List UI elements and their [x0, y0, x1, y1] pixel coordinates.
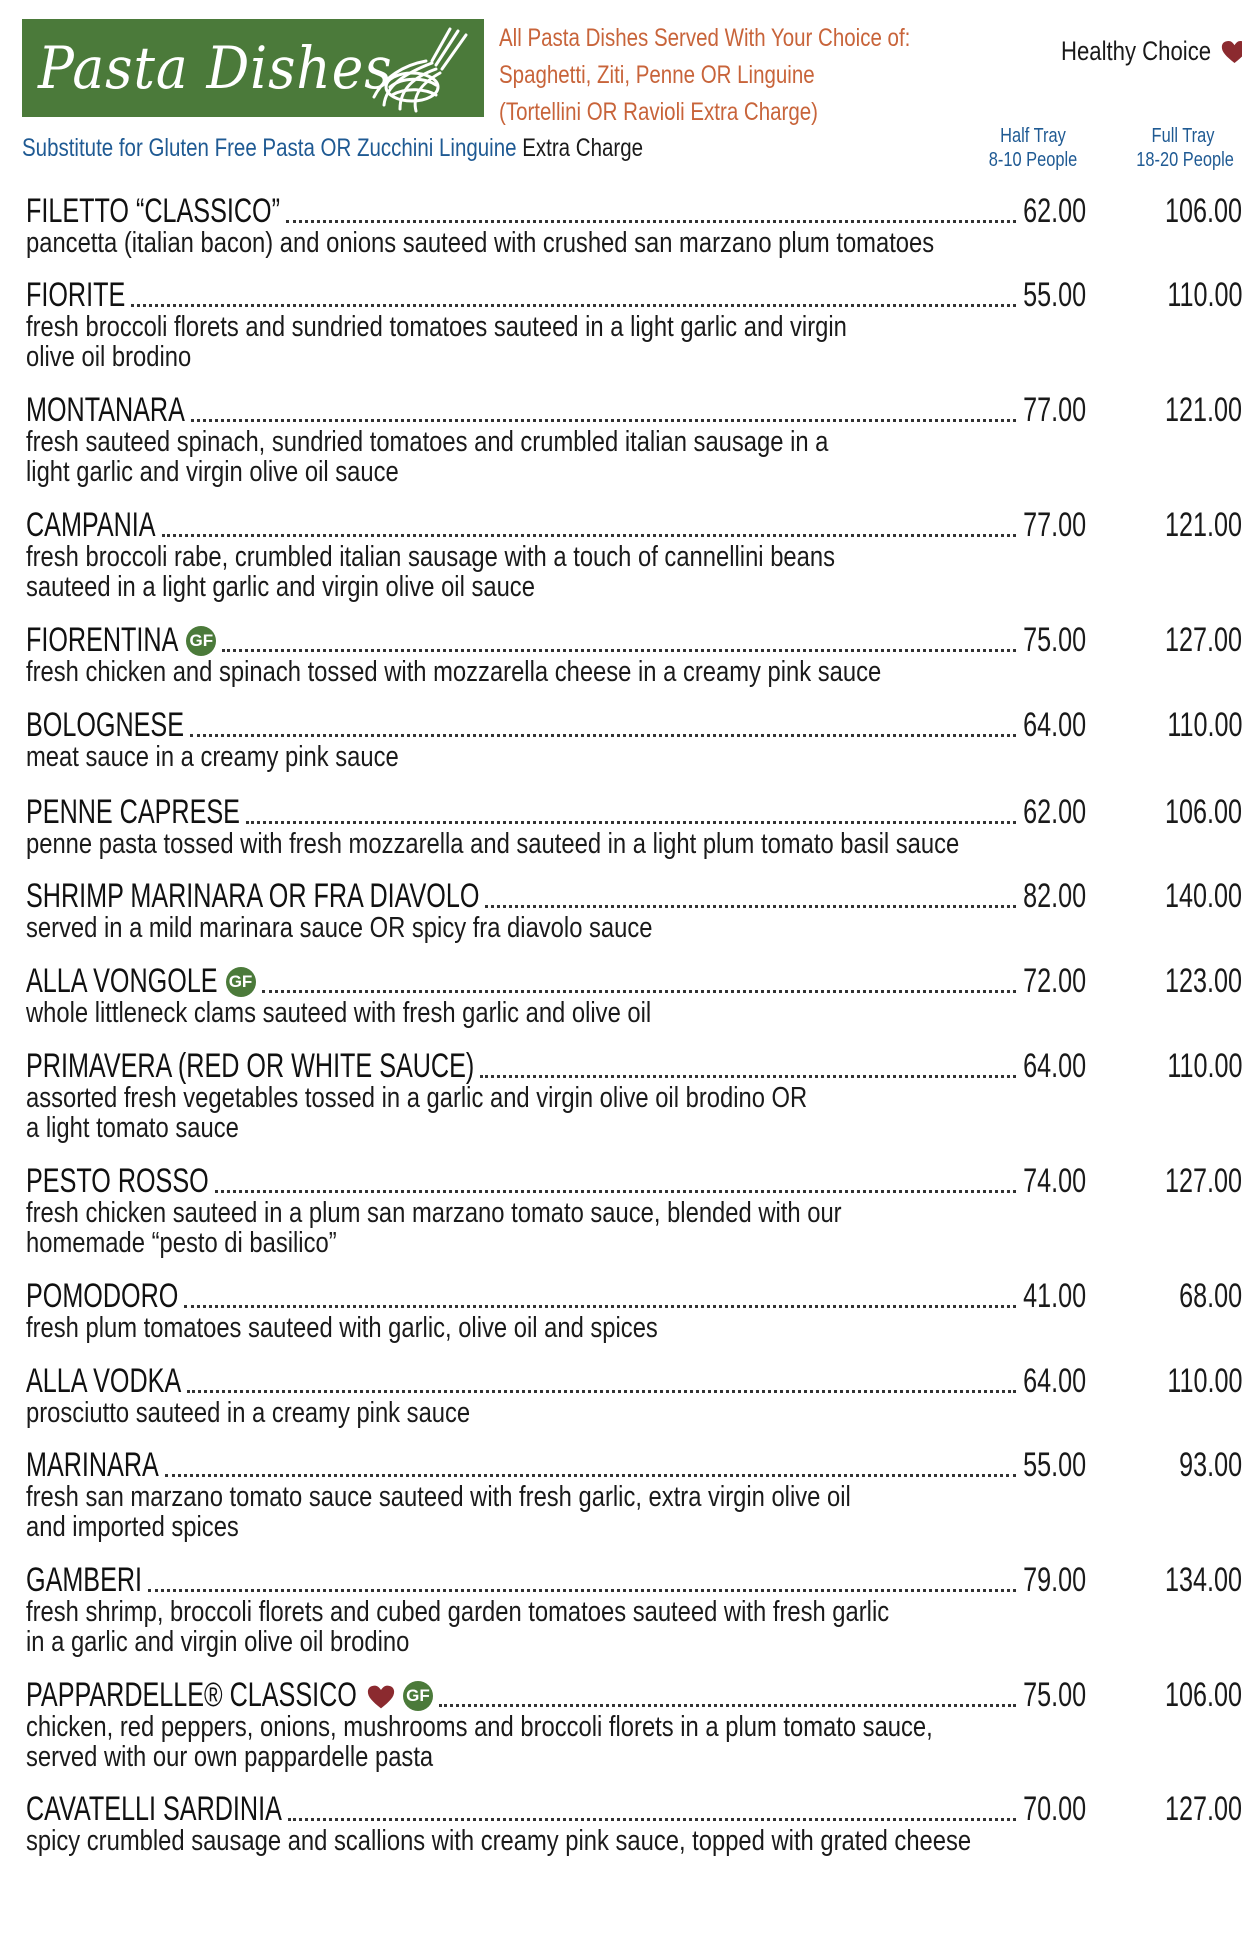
description-line: sauteed in a light garlic and virgin olive oil sauce	[26, 571, 535, 603]
half-tray-price	[986, 192, 1086, 230]
full-tray-price-value: 110.00	[1166, 706, 1242, 744]
menu-item	[26, 1676, 1242, 1773]
description-line: pancetta (italian bacon) and onions sauteed with crushed san marzano plum tomatoes	[26, 227, 935, 259]
description-line: fresh broccoli florets and sundried tomatoes sauteed in a light garlic and virgin	[26, 311, 847, 343]
dish-name: PESTO ROSSO	[26, 1162, 209, 1200]
dot-leader	[262, 986, 1017, 993]
dish-name: CAVATELLI SARDINIA	[26, 1790, 282, 1828]
dot-leader	[148, 1585, 1016, 1592]
half-tray-people: 8-10 People	[988, 149, 1078, 171]
menu-item	[26, 1446, 1242, 1543]
gluten-free-badge: GF	[186, 626, 216, 656]
menu-item-header	[26, 1162, 1242, 1200]
substitute-text: Substitute for Gluten Free Pasta OR Zucchini Linguine	[22, 134, 517, 162]
dish-description	[26, 998, 1076, 1028]
dish-description	[26, 312, 1076, 372]
full-tray-price-value: 106.00	[1165, 793, 1242, 831]
half-tray-price-value: 64.00	[1023, 1362, 1086, 1400]
description-line: fresh shrimp, broccoli florets and cubed garden tomatoes sauteed with fresh garlic	[26, 1596, 890, 1628]
menu-item-header	[26, 391, 1242, 429]
dot-leader	[485, 901, 1016, 908]
half-tray-price-value: 62.00	[1023, 192, 1086, 230]
half-tray-price-value: 55.00	[1023, 1446, 1086, 1484]
full-tray-price-value: 93.00	[1179, 1446, 1242, 1484]
full-tray-price	[1116, 1790, 1242, 1828]
half-tray-price-value: 79.00	[1023, 1561, 1086, 1599]
menu-item	[26, 1790, 1242, 1857]
dot-leader	[187, 1386, 1016, 1393]
dish-name: SHRIMP MARINARA OR FRA DIAVOLO	[26, 877, 480, 915]
choice-line-1: All Pasta Dishes Served With Your Choice of:	[499, 24, 911, 52]
dot-leader	[162, 530, 1016, 537]
description-line: served in a mild marinara sauce OR spicy fra diavolo sauce	[26, 912, 653, 944]
description-line: assorted fresh vegetables tossed in a garlic and virgin olive oil brodino OR	[26, 1082, 808, 1114]
dish-name: MONTANARA	[26, 391, 185, 429]
full-tray-people: 18-20 People	[1136, 149, 1234, 171]
dish-description	[26, 742, 1076, 772]
half-tray-price-value: 77.00	[1023, 506, 1086, 544]
menu-item	[26, 962, 1242, 1029]
description-line: homemade “pesto di basilico”	[26, 1227, 337, 1259]
full-tray-price	[1116, 877, 1242, 915]
half-tray-price	[986, 793, 1086, 831]
menu-item	[26, 1162, 1242, 1259]
menu-item-header	[26, 1561, 1242, 1599]
menu-item-title	[26, 1561, 142, 1599]
full-tray-price	[1116, 706, 1242, 744]
dot-leader	[184, 1301, 1016, 1308]
full-tray-price-value: 127.00	[1165, 1790, 1242, 1828]
description-line: fresh chicken sauteed in a plum san marzano tomato sauce, blended with our	[26, 1197, 842, 1229]
full-tray-price-value: 121.00	[1165, 506, 1242, 544]
menu-item-title	[26, 1790, 282, 1828]
dish-name: ALLA VONGOLE	[26, 962, 218, 1000]
full-tray-price	[1116, 793, 1242, 831]
dish-description	[26, 427, 1076, 487]
dish-description	[26, 1313, 1076, 1343]
menu-item	[26, 706, 1242, 773]
description-line: whole littleneck clams sauteed with fresh garlic and olive oil	[26, 997, 652, 1029]
menu-item-title	[26, 621, 216, 659]
half-tray-price	[986, 391, 1086, 429]
extra-charge-text: Extra Charge	[522, 134, 644, 162]
gluten-free-badge: GF	[403, 1681, 433, 1711]
menu-item-header	[26, 192, 1242, 230]
healthy-choice-label: Healthy Choice	[1060, 36, 1212, 66]
dish-name: FIORENTINA	[26, 621, 179, 659]
half-tray-price-value: 64.00	[1023, 706, 1086, 744]
half-tray-price-value: 75.00	[1023, 1676, 1086, 1714]
dot-leader	[165, 1470, 1016, 1477]
menu-item	[26, 793, 1242, 860]
half-tray-price-value: 82.00	[1023, 877, 1086, 915]
dish-description	[26, 1398, 1076, 1428]
description-line: olive oil brodino	[26, 341, 192, 373]
dish-description	[26, 1482, 1076, 1542]
full-tray-price	[1116, 962, 1242, 1000]
half-tray-price-value: 77.00	[1023, 391, 1086, 429]
description-line: fresh broccoli rabe, crumbled italian sausage with a touch of cannellini beans	[26, 541, 835, 573]
half-tray-price	[986, 276, 1086, 314]
menu-item	[26, 276, 1242, 373]
dish-name: FIORITE	[26, 276, 126, 314]
menu-item-header	[26, 276, 1242, 314]
menu-item-header	[26, 877, 1242, 915]
menu-item-header	[26, 1047, 1242, 1085]
menu-item-title	[26, 1277, 178, 1315]
menu-item-header	[26, 1446, 1242, 1484]
menu-item-title	[26, 391, 185, 429]
dot-leader	[288, 1814, 1016, 1821]
dish-description	[26, 1083, 1076, 1143]
description-line: penne pasta tossed with fresh mozzarella and sauteed in a light plum tomato basil sauce	[26, 828, 960, 860]
dish-name: MARINARA	[26, 1446, 159, 1484]
description-line: spicy crumbled sausage and scallions with creamy pink sauce, topped with grated cheese	[26, 1825, 972, 1857]
dish-description	[26, 829, 1076, 859]
section-title: Pasta Dishes	[38, 34, 393, 102]
full-tray-price	[1116, 621, 1242, 659]
menu-item	[26, 1277, 1242, 1344]
menu-item-title	[26, 276, 125, 314]
full-tray-price-value: 106.00	[1165, 1676, 1242, 1714]
menu-item-header	[26, 1277, 1242, 1315]
half-tray-price-value: 72.00	[1023, 962, 1086, 1000]
dish-description	[26, 1597, 1076, 1657]
full-tray-price-value: 110.00	[1166, 276, 1242, 314]
heart-icon	[367, 1684, 395, 1710]
dot-leader	[191, 415, 1016, 422]
dish-name: FILETTO “CLASSICO”	[26, 192, 280, 230]
description-line: meat sauce in a creamy pink sauce	[26, 741, 399, 773]
dish-description	[26, 657, 1076, 687]
half-tray-price	[986, 1162, 1086, 1200]
description-line: fresh san marzano tomato sauce sauteed with fresh garlic, extra virgin olive oil	[26, 1481, 851, 1513]
dot-leader	[215, 1186, 1016, 1193]
menu-item-title	[26, 1162, 209, 1200]
dish-name: CAMPANIA	[26, 506, 156, 544]
menu-item	[26, 621, 1242, 688]
menu-item	[26, 1561, 1242, 1658]
dish-name: PENNE CAPRESE	[26, 793, 240, 831]
full-tray-price	[1116, 1676, 1242, 1714]
heart-icon	[1221, 40, 1242, 64]
menu-item-title	[26, 1047, 474, 1085]
half-tray-price-value: 70.00	[1023, 1790, 1086, 1828]
dish-name: PAPPARDELLE® CLASSICO	[26, 1676, 357, 1714]
full-tray-price-value: 110.00	[1166, 1362, 1242, 1400]
full-tray-price	[1116, 1277, 1242, 1315]
menu-item-title	[26, 962, 256, 1000]
half-tray-price-value: 62.00	[1023, 793, 1086, 831]
description-line: in a garlic and virgin olive oil brodino	[26, 1626, 410, 1658]
dish-description	[26, 1198, 1076, 1258]
full-tray-price-value: 110.00	[1166, 1047, 1242, 1085]
dish-name: PRIMAVERA (RED OR WHITE SAUCE)	[26, 1047, 475, 1085]
menu-item	[26, 192, 1242, 259]
full-tray-label: Full Tray	[1151, 125, 1215, 147]
half-tray-header	[978, 124, 1088, 172]
dot-leader	[286, 216, 1016, 223]
dish-name: BOLOGNESE	[26, 706, 185, 744]
gluten-free-badge: GF	[226, 967, 256, 997]
section-banner	[22, 19, 484, 117]
full-tray-price	[1116, 1162, 1242, 1200]
dish-description	[26, 1712, 1076, 1772]
full-tray-price	[1116, 276, 1242, 314]
half-tray-price	[986, 506, 1086, 544]
full-tray-price	[1116, 1561, 1242, 1599]
description-line: prosciutto sauteed in a creamy pink sauce	[26, 1397, 471, 1429]
dish-description	[26, 1826, 1076, 1856]
dot-leader	[480, 1071, 1016, 1078]
dish-name: ALLA VODKA	[26, 1362, 182, 1400]
half-tray-price-value: 64.00	[1023, 1047, 1086, 1085]
pasta-choice-note	[499, 20, 1001, 131]
description-line: chicken, red peppers, onions, mushrooms and broccoli florets in a plum tomato sauce,	[26, 1711, 933, 1743]
description-line: fresh chicken and spinach tossed with mozzarella cheese in a creamy pink sauce	[26, 656, 882, 688]
menu-item-header	[26, 962, 1242, 1000]
half-tray-price	[986, 1561, 1086, 1599]
substitute-note	[22, 134, 643, 163]
half-tray-price	[986, 962, 1086, 1000]
dot-leader	[222, 645, 1016, 652]
description-line: light garlic and virgin olive oil sauce	[26, 456, 399, 488]
menu-item-header	[26, 506, 1242, 544]
menu-item-header	[26, 793, 1242, 831]
menu-item	[26, 877, 1242, 944]
full-tray-price	[1116, 1047, 1242, 1085]
menu-item-title	[26, 877, 479, 915]
dot-leader	[439, 1700, 1016, 1707]
half-tray-price	[986, 1446, 1086, 1484]
menu-item-header	[26, 706, 1242, 744]
menu-item-title	[26, 506, 156, 544]
full-tray-price-value: 134.00	[1165, 1561, 1242, 1599]
full-tray-price	[1116, 192, 1242, 230]
full-tray-price	[1116, 506, 1242, 544]
full-tray-price	[1116, 1362, 1242, 1400]
menu-item-title	[26, 1362, 181, 1400]
dot-leader	[190, 730, 1016, 737]
full-tray-price-value: 140.00	[1165, 877, 1242, 915]
description-line: a light tomato sauce	[26, 1112, 239, 1144]
menu-item	[26, 1362, 1242, 1429]
dish-name: GAMBERI	[26, 1561, 143, 1599]
menu-item-title	[26, 192, 280, 230]
description-line: served with our own pappardelle pasta	[26, 1741, 434, 1773]
half-tray-price-value: 41.00	[1023, 1277, 1086, 1315]
choice-line-3: (Tortellini OR Ravioli Extra Charge)	[499, 98, 818, 126]
menu-item-title	[26, 1446, 159, 1484]
choice-line-2: Spaghetti, Ziti, Penne OR Linguine	[499, 61, 815, 89]
menu-item	[26, 506, 1242, 603]
full-tray-price-value: 123.00	[1165, 962, 1242, 1000]
menu-item-title	[26, 1676, 433, 1714]
full-tray-price-value: 127.00	[1165, 621, 1242, 659]
half-tray-price-value: 74.00	[1023, 1162, 1086, 1200]
half-tray-price-value: 55.00	[1023, 276, 1086, 314]
half-tray-price	[986, 877, 1086, 915]
half-tray-price	[986, 1277, 1086, 1315]
description-line: fresh sauteed spinach, sundried tomatoes and crumbled italian sausage in a	[26, 426, 829, 458]
full-tray-header	[1126, 124, 1240, 172]
half-tray-label: Half Tray	[1000, 125, 1066, 147]
menu-item-header	[26, 1362, 1242, 1400]
description-line: fresh plum tomatoes sauteed with garlic, olive oil and spices	[26, 1312, 658, 1344]
description-line: and imported spices	[26, 1511, 239, 1543]
menu-item-header	[26, 621, 1242, 659]
full-tray-price	[1116, 1446, 1242, 1484]
dish-description	[26, 913, 1076, 943]
fork-pasta-icon	[366, 25, 476, 113]
full-tray-price-value: 106.00	[1165, 192, 1242, 230]
full-tray-price-value: 121.00	[1165, 391, 1242, 429]
dish-description	[26, 542, 1076, 602]
full-tray-price	[1116, 391, 1242, 429]
menu-item-title	[26, 793, 240, 831]
half-tray-price	[986, 621, 1086, 659]
half-tray-price	[986, 1047, 1086, 1085]
dot-leader	[246, 817, 1016, 824]
healthy-choice-legend	[1028, 36, 1242, 67]
half-tray-price	[986, 1362, 1086, 1400]
dish-description	[26, 228, 1076, 258]
half-tray-price	[986, 1676, 1086, 1714]
half-tray-price	[986, 706, 1086, 744]
menu-item	[26, 391, 1242, 488]
half-tray-price-value: 75.00	[1023, 621, 1086, 659]
menu-item-header	[26, 1790, 1242, 1828]
menu-item-header	[26, 1676, 1242, 1714]
full-tray-price-value: 68.00	[1179, 1277, 1242, 1315]
menu-item	[26, 1047, 1242, 1144]
half-tray-price	[986, 1790, 1086, 1828]
dish-name: POMODORO	[26, 1277, 179, 1315]
dot-leader	[131, 300, 1016, 307]
menu-item-title	[26, 706, 184, 744]
full-tray-price-value: 127.00	[1165, 1162, 1242, 1200]
